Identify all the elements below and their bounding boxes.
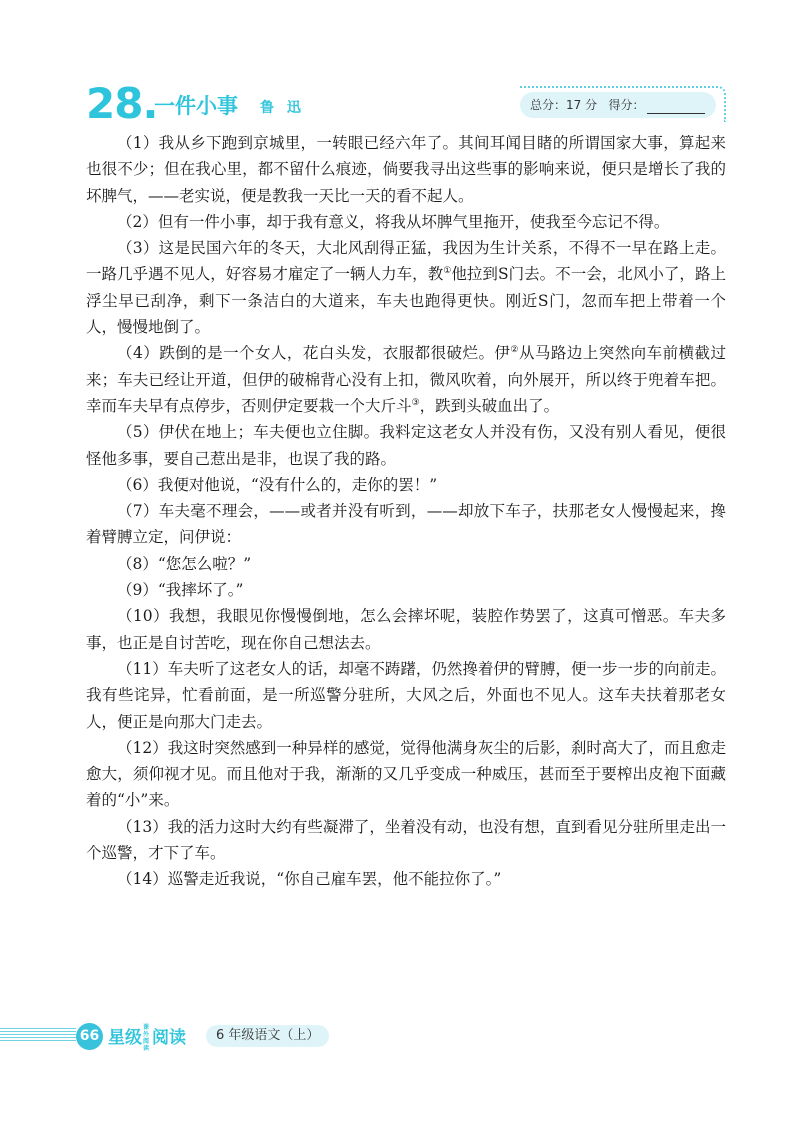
- footnote-mark: ②: [510, 345, 519, 356]
- paragraph: [86, 235, 726, 340]
- paragraph: （13）我的活力这时大约有些凝滞了，坐着没有动，也没有想，直到看见分驻所里走出一个巡警，才下了车。: [86, 817, 726, 863]
- footnote-mark: ①: [443, 266, 452, 277]
- lesson-title: 一件小事: [154, 94, 238, 118]
- article-body: [86, 130, 726, 893]
- brand-mini-top: 课外: [143, 1024, 150, 1038]
- footnote-mark: ③: [411, 397, 420, 408]
- brand-mini: [143, 1024, 151, 1052]
- paragraph: （6）我便对他说，“没有什么的，走你的罢！”: [117, 475, 438, 494]
- paragraph-text: （4）跌倒的是一个女人，花白头发，衣服都很破烂。伊: [117, 344, 511, 363]
- score-panel: [520, 92, 716, 118]
- page-number: 66: [76, 1023, 103, 1050]
- paragraph: （8）“您怎么啦？”: [117, 554, 252, 573]
- paragraph: （5）伊伏在地上；车夫便也立住脚。我料定这老女人并没有伤，又没有别人看见，便很怪他多事，要自己惹出是非，也误了我的路。: [86, 423, 726, 468]
- paragraph-text: ，跌到头破血出了。: [419, 396, 560, 415]
- paragraph: （9）“我摔坏了。”: [117, 581, 244, 600]
- paragraph: （11）车夫听了这老女人的话，却毫不踌躇，仍然搀着伊的臂膊，便一步一步的向前走。我有些诧异，忙看前面，是一所巡警分驻所，大风之后，外面也不见人。这车夫扶着那老女人，便正是向那大门走去。: [86, 659, 726, 731]
- brand-mini-bottom: 阅读: [143, 1038, 150, 1052]
- lesson-number: 28.: [86, 79, 158, 128]
- got-score-label: 得分：: [608, 98, 645, 112]
- paragraph-text: 他拉到S门去。不一会，北风小了，路上浮尘早已刮净，剩下一条洁白的大道来，车夫也跑得更快。刚近S门，忽而车把上带着一个人，慢慢地倒了。: [86, 265, 726, 337]
- footer-decorative-lines: [0, 1028, 76, 1042]
- grade-label: 6 年级语文（上）: [206, 1025, 329, 1047]
- brand-right: 阅读: [152, 1028, 186, 1048]
- paragraph: [86, 340, 726, 419]
- paragraph: （1）我从乡下跑到京城里，一转眼已经六年了。其间耳闻目睹的所谓国家大事，算起来也很不少；但在我心里，都不留什么痕迹，倘要我寻出这些事的影响来说，便只是增长了我的坏脾气，——老实说，便是教我一天比一天的看不起人。: [86, 134, 726, 205]
- page-footer: [0, 1018, 800, 1058]
- paragraph: （10）我想，我眼见你慢慢倒地，怎么会摔坏呢，装腔作势罢了，这真可憎恶。车夫多事，也正是自讨苦吃，现在你自己想法去。: [86, 607, 726, 652]
- paragraph-text: 从马路边上突然向车前横截过来；车夫已经让开道，但伊的破棉背心没有上扣，微风吹着，向外展开，所以终于兜着车把。幸而车夫早有点停步，否则伊定要栽一个大斤斗: [86, 344, 726, 415]
- paragraph: （2）但有一件小事，却于我有意义，将我从坏脾气里拖开，使我至今忘记不得。: [117, 212, 670, 231]
- paragraph: （12）我这时突然感到一种异样的感觉，觉得他满身灰尘的后影，刹时高大了，而且愈走愈大，须仰视才见。而且他对于我，渐渐的又几乎变成一种威压，甚而至于要榨出皮袍下面藏着的“小”来。: [86, 738, 726, 810]
- score-blank: [647, 97, 705, 114]
- paragraph-text: （3）这是民国六年的冬天，大北风刮得正猛，我因为生计关系，不得不一早在路上走。一路几乎遇不见人，好容易才雇定了一辆人力车，教: [86, 239, 726, 284]
- brand-left: 星级: [108, 1028, 142, 1048]
- series-brand: [108, 1024, 186, 1050]
- lesson-author: 鲁 迅: [260, 100, 305, 116]
- paragraph: （14）巡警走近我说，“你自己雇车罢，他不能拉你了。”: [117, 870, 502, 889]
- paragraph: （7）车夫毫不理会，——或者并没有听到，——却放下车子，扶那老女人慢慢起来，搀着臂膊立定，问伊说：: [86, 502, 726, 547]
- score-box: [520, 86, 726, 122]
- total-score-label: 总分：17 分: [530, 98, 598, 112]
- lesson-header: [86, 79, 726, 128]
